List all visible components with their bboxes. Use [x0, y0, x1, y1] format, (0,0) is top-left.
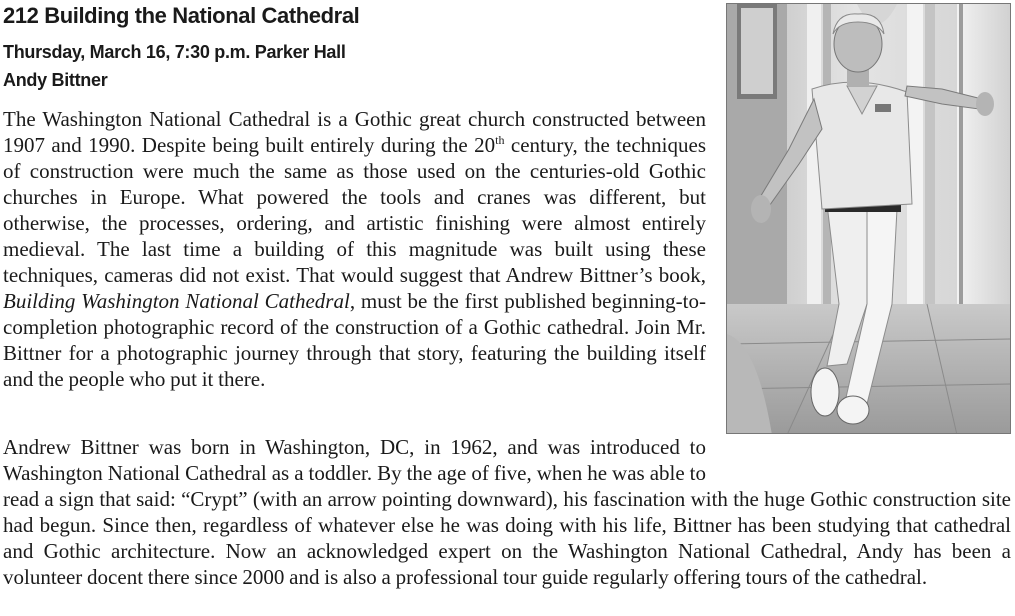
- event-date-location: Thursday, March 16, 7:30 p.m. Parker Hall: [3, 42, 346, 62]
- presenter-name: Andy Bittner: [3, 70, 108, 90]
- description-text-part3: , must be the first published beginning-to-completion photographic record of the construction of a Gothic cathedral. Join Mr. Bittner for a photographic journey through that story, featuring the building itself and the people who put it there.: [3, 289, 706, 391]
- biography-text: Andrew Bittner was born in Washington, DC, in 1962, and was introduced to Washington National Cathedral as a toddler. By the age of five, when he was able to read a sign that said: “Crypt” (with an arrow pointing downward), his fascination with the huge Gothic construction site had begun. Since then, regardless of whatever else he was doing with his life, Bittner has been studying that cathedral and Gothic architecture. Now an acknowledged expert on the Washington National Cathedral, Andy has been a volunteer docent there since 2000 and is also a professional tour guide regularly offering tours of the cathedral.: [3, 435, 1011, 589]
- description-text-part1: The Washington National Cathedral is a Gothic great church constructed between 1907 and 1990. Despite being built entirely during the 20: [3, 107, 706, 157]
- event-title: 212 Building the National Cathedral: [3, 3, 360, 28]
- description-text-part2: century, the techniques of construction were much the same as those used on the centuries-old Gothic churches in Europe. What powered the tools and cranes was different, but otherwise, the processes, ordering, and artistic finishing were almost entirely medieval. The last time a building of this magnitude was built using these techniques, cameras did not exist. That would suggest that Andrew Bittner’s book,: [3, 133, 706, 287]
- book-title: Building Washington National Cathedral: [3, 289, 350, 313]
- ordinal-suffix: th: [495, 133, 505, 147]
- text-wrap-spacer: [706, 434, 1011, 486]
- presenter-photo: [726, 3, 1011, 434]
- biography-paragraph: [3, 434, 1011, 590]
- description-paragraph: [3, 106, 706, 392]
